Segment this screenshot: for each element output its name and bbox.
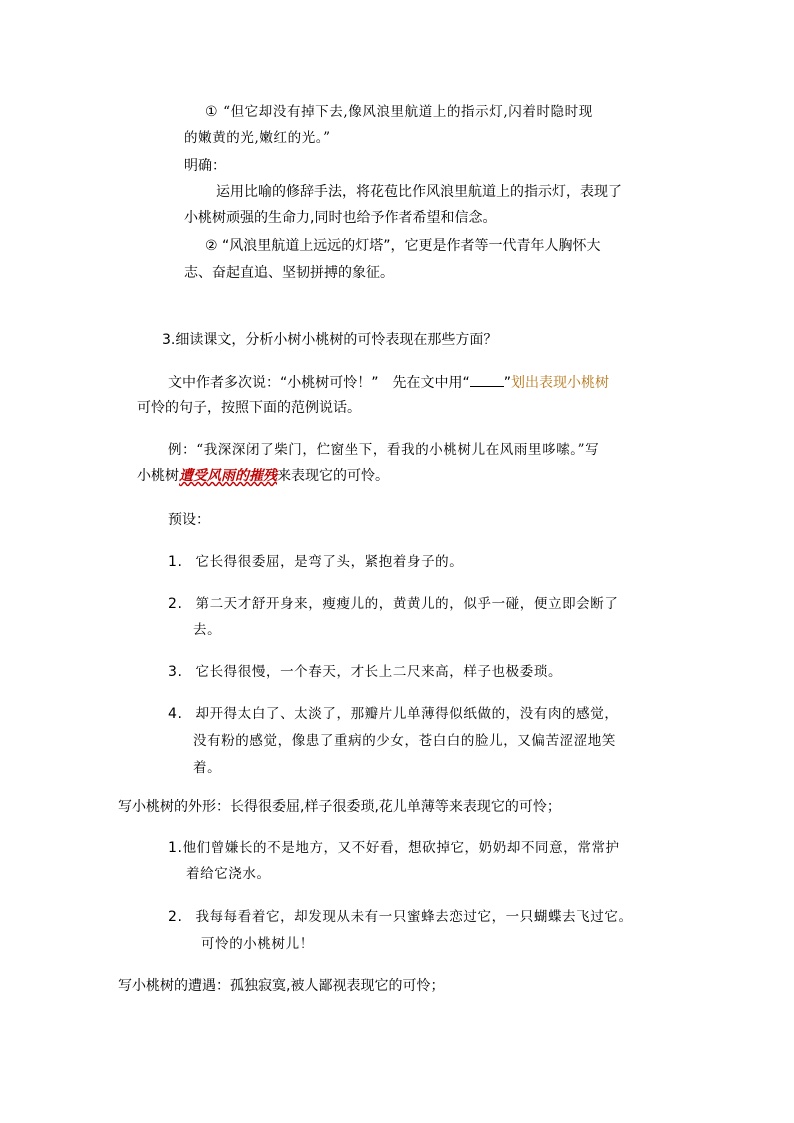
- fill-in-blank: [470, 372, 504, 387]
- fate-item-2-text-2: 可怜的小桃树儿！: [201, 936, 314, 952]
- shape-item-3-number: 3.: [168, 664, 183, 680]
- instruction-part-1: 文中作者多次说：“小桃树可怜！” 先在文中用“: [168, 375, 470, 391]
- example-line-1: 例：“我深深闭了柴门，伫窗坐下，看我的小桃树儿在风雨里哆嗦。”写: [168, 442, 600, 458]
- shape-item-2-number: 2.: [168, 596, 183, 612]
- shape-item-4-number: 4.: [168, 706, 183, 722]
- fate-item-1-number: 1.: [168, 840, 183, 856]
- fate-item-2: [168, 907, 633, 927]
- clarify-label: 明确：: [184, 158, 226, 174]
- shape-item-4-text-2: 没有粉的感觉，像患了重病的少女，苍白白的脸儿，又偏苦涩涩地笑: [193, 733, 616, 749]
- example-line-2: [137, 466, 389, 486]
- quote-1-line-2: 的嫩黄的光,嫩红的光。”: [184, 130, 331, 146]
- instruction-part-3: 划出表现小桃树: [511, 375, 610, 391]
- shape-item-1: [168, 552, 463, 572]
- shape-item-2: [168, 594, 618, 614]
- instruction-part-2: ”: [503, 375, 512, 391]
- quote-2-label: ②: [205, 238, 218, 254]
- fate-item-2-number: 2.: [168, 909, 183, 925]
- clarify-line-2: 小桃树顽强的生命力,同时也给予作者希望和信念。: [184, 210, 497, 226]
- shape-item-3-text: 它长得很慢，一个春天，才长上二尺来高，样子也极委琐。: [195, 664, 563, 680]
- shape-item-4-text-3: 着。: [193, 760, 222, 776]
- fate-summary: 写小桃树的遭遇：孤独寂寞,被人鄙视表现它的可怜；: [118, 978, 445, 994]
- quote-1-label: ①: [205, 104, 219, 120]
- question-3: [162, 330, 497, 350]
- quote-2-line-2: 志、奋起直追、坚韧拼搏的象征。: [184, 265, 394, 281]
- shape-item-3: [168, 662, 562, 682]
- shape-item-1-number: 1.: [168, 554, 183, 570]
- shape-summary: 写小桃树的外形：长得很委屈,样子很委琐,花儿单薄等来表现它的可怜；: [118, 799, 561, 815]
- fate-item-1-text-2: 着给它浇水。: [186, 866, 271, 882]
- instruction-line-1: [168, 372, 609, 393]
- preset-label: 预设：: [168, 512, 210, 528]
- quote-1-line-1: [205, 102, 593, 122]
- fate-item-1-text-1: 他们曾嫌长的不是地方，又不好看，想砍掉它，奶奶却不同意，常常护: [182, 840, 620, 856]
- fate-item-1: [168, 838, 620, 858]
- example-emphasis: 遭受风雨的摧残: [179, 468, 277, 484]
- quote-1-text-1: “但它却没有掉下去,像风浪里航道上的指示灯,闪着时隐时现: [223, 104, 593, 120]
- question-3-number: 3: [162, 332, 171, 348]
- example-suffix: 来表现它的可怜。: [277, 468, 389, 484]
- quote-2-line-1: [205, 236, 601, 256]
- question-3-text: .细读课文，分析小树小桃树的可怜表现在那些方面？: [170, 332, 498, 348]
- shape-item-2-text-1: 第二天才舒开身来，瘦瘦儿的，黄黄儿的，似乎一碰，便立即会断了: [195, 596, 619, 612]
- fate-item-2-text-1: 我每每看着它，却发现从未有一只蜜蜂去恋过它，一只蝴蝶去飞过它。: [195, 909, 633, 925]
- clarify-line-1: 运用比喻的修辞手法，将花苞比作风浪里航道上的指示灯，表现了: [216, 184, 622, 200]
- shape-item-2-text-2: 去。: [193, 622, 222, 638]
- quote-2-text-1: “风浪里航道上远远的灯塔”，它更是作者等一代青年人胸怀大: [222, 238, 601, 254]
- shape-item-1-text: 它长得很委屈，是弯了头，紧抱着身子的。: [195, 554, 464, 570]
- shape-item-4-text-1: 却开得太白了、太淡了，那瓣片儿单薄得似纸做的，没有肉的感觉，: [195, 706, 619, 722]
- instruction-line-2: 可怜的句子，按照下面的范例说话。: [137, 400, 361, 416]
- shape-item-4: [168, 704, 618, 724]
- example-prefix: 小桃树: [137, 468, 179, 484]
